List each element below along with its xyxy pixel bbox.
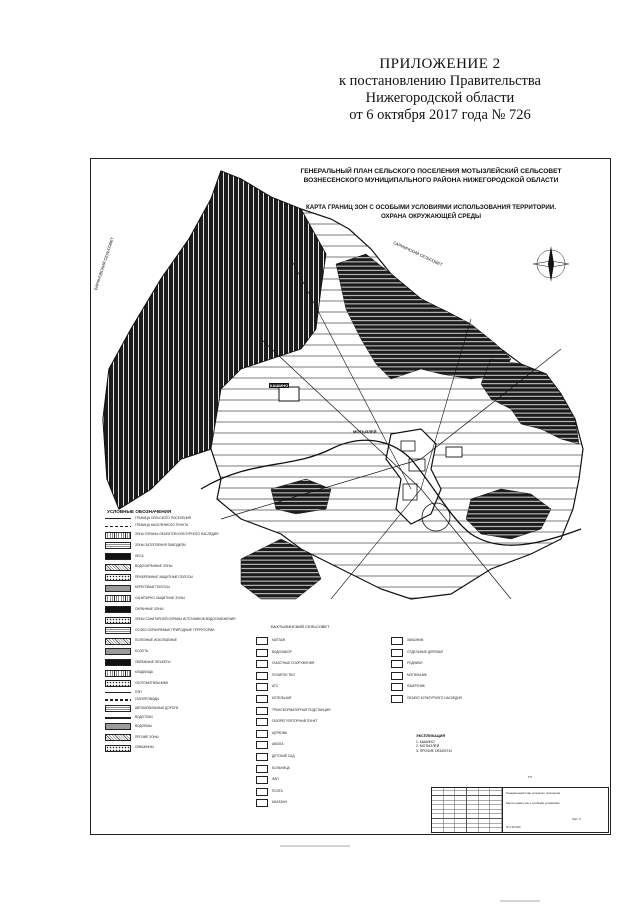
- legend-label: АТС: [272, 684, 279, 689]
- legend-label: ГАЗОПРОВОДЫ: [135, 697, 160, 702]
- legend-label: ЛЭП: [135, 689, 142, 694]
- map-subtitle-line-2: ОХРАНА ОКРУЖАЮЩЕЙ СРЕДЫ: [380, 212, 482, 220]
- stamp-signature-grid: [432, 788, 503, 832]
- map-title-line-2: ВОЗНЕСЕНСКОГО МУНИЦИПАЛЬНОГО РАЙОНА НИЖЕГОРОДСКОЙ ОБЛАСТИ: [303, 177, 559, 184]
- legend-label: МАГАЗИН: [272, 800, 287, 805]
- legend-swatch: [105, 585, 131, 592]
- legend-item: [105, 680, 245, 687]
- legend-label: ОТДЕЛЬНЫЕ ДЕРЕВЬЯ: [407, 649, 443, 654]
- legend-swatch: [391, 683, 403, 691]
- legend-item: [105, 606, 245, 613]
- legend-swatch: [105, 627, 131, 634]
- legend-swatch: [105, 638, 131, 645]
- legend-swatch: [105, 648, 131, 655]
- explication-items: [416, 740, 452, 754]
- label-village-motyzley: МОТЫЗЛЕЙ: [353, 429, 377, 434]
- legend-swatch: [105, 542, 131, 549]
- legend-swatch: [256, 695, 268, 703]
- map-title-line-1: ГЕНЕРАЛЬНЫЙ ПЛАН СЕЛЬСКОГО ПОСЕЛЕНИЯ МОТЫЗЛЕЙСКИЙ СЕЛЬСОВЕТ: [300, 168, 562, 175]
- legend-item: [391, 649, 511, 657]
- legend-item: [105, 705, 245, 712]
- stamp-sheet-code: ГП: [528, 775, 532, 779]
- legend-label: ВОДОЗАБОР: [272, 649, 292, 654]
- legend-label: ЗОНА ОХРАНЫ ОБЪЕКТОВ КУЛЬТУРНОГО НАСЛЕДИЯ: [135, 532, 219, 537]
- legend-swatch: [105, 518, 131, 519]
- legend-item: [105, 670, 245, 677]
- label-border-s: БАХТЫЗИНСКИЙ СЕЛЬСОВЕТ: [271, 624, 330, 629]
- legend-label: ПОЛЕЗНЫЕ ИСКОПАЕМЫЕ: [135, 638, 177, 643]
- legend-column-3: [391, 637, 511, 707]
- legend-swatch: [105, 745, 131, 752]
- legend-swatch: [105, 717, 131, 718]
- settlement-block-4: [446, 447, 462, 457]
- legend-item: [256, 799, 376, 807]
- legend-swatch: [105, 723, 131, 730]
- legend-item: [256, 660, 376, 668]
- legend-item: [105, 691, 245, 695]
- legend-item: [391, 660, 511, 668]
- explication-block: [416, 734, 452, 753]
- legend-label: ОВРАЖНЫЕ ОБЪЕКТЫ: [135, 659, 171, 664]
- legend-label: ПОЛИГОН ТБО: [272, 672, 295, 677]
- legend-swatch: [391, 637, 403, 645]
- legend-label: ПАМЯТНИК: [407, 684, 425, 689]
- legend-label: ОСОБО ОХРАНЯЕМЫЕ ПРИРОДНЫЕ ТЕРРИТОРИИ: [135, 627, 215, 632]
- legend-item: [391, 672, 511, 680]
- legend-swatch: [105, 734, 131, 741]
- legend-swatch: [105, 553, 131, 560]
- legend-swatch: [256, 765, 268, 773]
- legend-item: [105, 716, 245, 720]
- legend-label: СКВАЖИНЫ: [135, 745, 154, 750]
- legend-swatch: [391, 660, 403, 668]
- legend-label: САНИТАРНО-ЗАЩИТНЫЕ ЗОНЫ: [135, 595, 185, 600]
- legend-label: ЗОНЫ САНИТАРНОЙ ОХРАНЫ ИСТОЧНИКОВ ВОДОСНАБЖЕНИЯ: [135, 617, 236, 622]
- legend-label: КОТЕЛЬНАЯ: [272, 696, 292, 701]
- legend-item: [256, 730, 376, 738]
- legend-label: ЗОНЫ ЗАТОПЛЕНИЯ ПАВОДКОМ: [135, 542, 186, 547]
- explication-item: 1. КАШИНО: [416, 739, 435, 744]
- label-village-kashino: КАШИНО: [270, 383, 289, 388]
- legend-label: ЗАКАЗНИК: [407, 638, 424, 643]
- legend-item: [105, 745, 245, 752]
- legend-item: [256, 718, 376, 726]
- legend-item: [256, 637, 376, 645]
- legend-item: [105, 532, 245, 539]
- legend-swatch: [256, 753, 268, 761]
- legend-column-2: [256, 637, 376, 811]
- legend-item: [105, 648, 245, 655]
- legend-swatch: [391, 695, 403, 703]
- stamp-row-1: Генеральный план сельского поселения: [506, 792, 561, 795]
- legend-label: ГРАНИЦА НАСЕЛЕННОГО ПУНКТА: [135, 523, 189, 528]
- legend-label: ОБЪЕКТ КУЛЬТУРНОГО НАСЛЕДИЯ: [407, 696, 462, 701]
- legend-label: ПРОЧИЕ ЗОНЫ: [135, 734, 159, 739]
- legend-item: [105, 542, 245, 549]
- legend-swatch: [256, 683, 268, 691]
- map-subtitle-line-1: КАРТА ГРАНИЦ ЗОН С ОСОБЫМИ УСЛОВИЯМИ ИСПОЛЬЗОВАНИЯ ТЕРРИТОРИИ.: [305, 204, 557, 211]
- legend-item: [105, 627, 245, 634]
- appendix-line-2: Нижегородской области: [365, 90, 515, 106]
- legend-item: [105, 617, 245, 624]
- legend-item: [256, 753, 376, 761]
- stamp-row-2: Карта границ зон с особыми условиями: [506, 802, 560, 805]
- legend-swatch: [105, 670, 131, 677]
- explication-item: 2. МОТЫЗЛЕЙ: [416, 744, 440, 749]
- legend-label: КАПТАЖ: [272, 638, 286, 643]
- legend-column-1: [105, 517, 245, 755]
- legend-swatch: [105, 564, 131, 571]
- legend-item: [391, 637, 511, 645]
- legend-swatch: [256, 741, 268, 749]
- legend-item: [256, 776, 376, 784]
- legend-swatch: [256, 730, 268, 738]
- legend-swatch: [256, 718, 268, 726]
- legend-label: ПОЧТА: [272, 788, 283, 793]
- legend-label: ДЕТСКИЙ САД: [272, 754, 295, 759]
- legend-swatch: [391, 672, 403, 680]
- legend-label: БОЛОТА: [135, 648, 149, 653]
- legend-item: [105, 659, 245, 666]
- legend-label: КЛАДБИЩА: [135, 670, 153, 675]
- legend-label: ВОДОТОКИ: [135, 715, 153, 720]
- legend-item: [256, 695, 376, 703]
- legend-item: [391, 695, 511, 703]
- label-border-ne: САРМИНСКИЙ СЕЛЬСОВЕТ: [392, 239, 444, 268]
- legend-label: ПРИБРЕЖНЫЕ ЗАЩИТНЫЕ ПОЛОСЫ: [135, 574, 193, 579]
- legend-item: [256, 788, 376, 796]
- map-sheet: [90, 158, 611, 835]
- legend-item: [105, 638, 245, 645]
- settlement-kashino: [279, 387, 299, 401]
- legend-label: ОХРАННЫЕ ЗОНЫ: [135, 606, 164, 611]
- legend-swatch: [256, 649, 268, 657]
- legend-item: [105, 564, 245, 571]
- legend-label: МОГИЛЬНИК: [407, 672, 427, 677]
- legend-item: [256, 672, 376, 680]
- legend-item: [105, 517, 245, 521]
- legend-item: [256, 765, 376, 773]
- legend-label: ФАП: [272, 777, 279, 782]
- legend-swatch: [256, 672, 268, 680]
- legend-label: ГАЗОРЕГУЛЯТОРНЫЙ ПУНКТ: [272, 719, 318, 724]
- legend-item: [256, 707, 376, 715]
- legend-item: [105, 553, 245, 560]
- explication-item: 3. ПРОЧИЕ ОБЪЕКТЫ: [416, 748, 452, 753]
- legend-swatch: [105, 699, 131, 700]
- legend-label: ШКОЛА: [272, 742, 284, 747]
- legend-swatch: [256, 799, 268, 807]
- appendix-title: ПРИЛОЖЕНИЕ 2: [379, 56, 501, 72]
- legend-label: БЕРЕГОВЫЕ ПОЛОСЫ: [135, 585, 170, 590]
- legend-swatch: [391, 649, 403, 657]
- appendix-line-1: к постановлению Правительства: [339, 73, 541, 89]
- legend-swatch: [256, 660, 268, 668]
- legend-swatch: [105, 526, 131, 527]
- legend-label: ЦЕРКОВЬ: [272, 730, 288, 735]
- legend-title: УСЛОВНЫЕ ОБОЗНАЧЕНИЯ: [107, 509, 172, 514]
- legend-item: [391, 683, 511, 691]
- legend-label: РОДНИКИ: [407, 661, 423, 666]
- legend-swatch: [105, 595, 131, 602]
- legend-item: [256, 649, 376, 657]
- legend-item: [105, 734, 245, 741]
- stamp-row-3: Лист 3: [572, 818, 581, 821]
- legend-item: [105, 698, 245, 702]
- legend-label: ОЧИСТНЫЕ СООРУЖЕНИЯ: [272, 661, 315, 666]
- legend-swatch: [256, 637, 268, 645]
- appendix-line-3: от 6 октября 2017 года № 726: [349, 107, 531, 123]
- legend-label: АВТОМОБИЛЬНЫЕ ДОРОГИ: [135, 706, 179, 711]
- legend-swatch: [105, 617, 131, 624]
- legend-label: ВОДООХРАННЫЕ ЗОНЫ: [135, 564, 173, 569]
- legend-item: [256, 683, 376, 691]
- legend-label: БОЛЬНИЦА: [272, 765, 290, 770]
- title-block-stamp: [431, 775, 609, 833]
- compass-rose: [533, 246, 569, 282]
- legend-swatch: [105, 680, 131, 687]
- legend-label: ЛЕСА: [135, 553, 144, 558]
- explication-title: ЭКСПЛИКАЦИЯ: [416, 734, 446, 738]
- legend-swatch: [105, 692, 131, 693]
- legend-item: [256, 741, 376, 749]
- legend-label: ГРАНИЦА СЕЛЬСКОГО ПОСЕЛЕНИЯ: [135, 516, 192, 520]
- legend-swatch: [105, 574, 131, 581]
- legend-swatch: [105, 606, 131, 613]
- legend-swatch: [256, 776, 268, 784]
- legend-swatch: [256, 788, 268, 796]
- legend-item: [105, 595, 245, 602]
- legend-label: ТРАНСФОРМАТОРНАЯ ПОДСТАНЦИЯ: [272, 707, 331, 712]
- legend-swatch: [105, 532, 131, 539]
- legend-swatch: [105, 705, 131, 712]
- stamp-scale: М 1:10 000: [506, 826, 521, 829]
- legend-swatch: [256, 707, 268, 715]
- label-border-nw: БАРАНОВСКИЙ СЕЛЬСОВЕТ: [93, 236, 115, 291]
- legend-item: [105, 585, 245, 592]
- legend-label: СКОТОМОГИЛЬНИКИ: [135, 680, 168, 685]
- legend-swatch: [105, 659, 131, 666]
- legend-item: [105, 574, 245, 581]
- appendix-header: [310, 56, 570, 124]
- legend-item: [105, 723, 245, 730]
- legend-item: [105, 524, 245, 528]
- legend-label: ВОДОЕМЫ: [135, 724, 152, 729]
